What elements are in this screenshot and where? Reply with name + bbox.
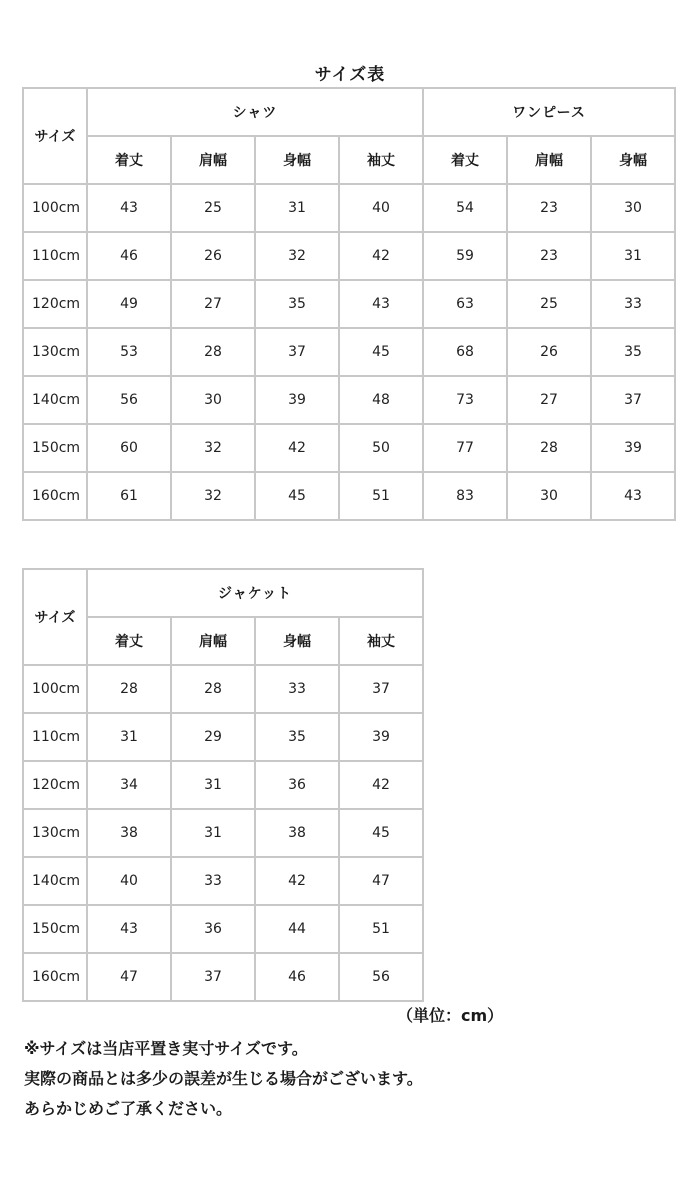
table-row: [23, 665, 423, 713]
table-cell: 42: [339, 232, 423, 280]
size-header: サイズ: [23, 569, 87, 665]
table-cell: 45: [339, 328, 423, 376]
table-cell: 68: [423, 328, 507, 376]
table-cell: 53: [87, 328, 171, 376]
table-cell: 26: [507, 328, 591, 376]
table-row: [23, 953, 423, 1001]
table-cell: 61: [87, 472, 171, 520]
table-cell: 31: [171, 809, 255, 857]
size-table-jacket-body: [23, 569, 423, 1001]
note-line: 実際の商品とは多少の誤差が生じる場合がございます。: [24, 1069, 423, 1088]
table-cell: 51: [339, 905, 423, 953]
table-cell: 43: [87, 184, 171, 232]
table-cell: 43: [339, 280, 423, 328]
table-cell: 39: [339, 713, 423, 761]
column-header: 身幅: [591, 136, 675, 184]
table-cell: 47: [339, 857, 423, 905]
column-header: 肩幅: [507, 136, 591, 184]
table-row: [23, 472, 675, 520]
table-cell: 46: [255, 953, 339, 1001]
unit-label: （単位：cm）: [397, 1006, 504, 1025]
table-cell: 32: [171, 424, 255, 472]
table-cell: 40: [339, 184, 423, 232]
table-cell: 42: [339, 761, 423, 809]
group-header-onepiece: ワンピース: [423, 88, 675, 136]
table-cell: 50: [339, 424, 423, 472]
table-cell: 37: [171, 953, 255, 1001]
table-cell: 30: [591, 184, 675, 232]
table-cell: 23: [507, 184, 591, 232]
column-header: 肩幅: [171, 136, 255, 184]
table-cell: 39: [591, 424, 675, 472]
table-cell: 31: [255, 184, 339, 232]
size-label: 160cm: [23, 472, 87, 520]
page-title: サイズ表: [314, 65, 386, 85]
table-row: [23, 761, 423, 809]
size-label: 110cm: [23, 232, 87, 280]
table-row: [23, 809, 423, 857]
table-cell: 37: [255, 328, 339, 376]
size-table-jacket: [22, 568, 424, 1002]
table-cell: 28: [507, 424, 591, 472]
table-row: [23, 184, 675, 232]
size-label: 120cm: [23, 761, 87, 809]
table-cell: 47: [87, 953, 171, 1001]
column-header: 着丈: [423, 136, 507, 184]
table-cell: 36: [255, 761, 339, 809]
table-cell: 43: [591, 472, 675, 520]
table-cell: 45: [255, 472, 339, 520]
column-header: 身幅: [255, 617, 339, 665]
size-table-shirt-onepiece: [22, 87, 676, 521]
table-cell: 56: [339, 953, 423, 1001]
size-label: 130cm: [23, 328, 87, 376]
table-cell: 39: [255, 376, 339, 424]
table-cell: 35: [255, 280, 339, 328]
table-cell: 37: [591, 376, 675, 424]
column-header: 身幅: [255, 136, 339, 184]
table-cell: 27: [507, 376, 591, 424]
table-cell: 42: [255, 857, 339, 905]
table-cell: 33: [591, 280, 675, 328]
table-row: [23, 280, 675, 328]
table-cell: 60: [87, 424, 171, 472]
column-header: 肩幅: [171, 617, 255, 665]
group-header-jacket: ジャケット: [87, 569, 423, 617]
table-cell: 45: [339, 809, 423, 857]
table-cell: 25: [171, 184, 255, 232]
table-row: [23, 328, 675, 376]
size-table-shirt-onepiece-body: [23, 88, 675, 520]
table-cell: 51: [339, 472, 423, 520]
table-cell: 44: [255, 905, 339, 953]
size-label: 150cm: [23, 424, 87, 472]
table-cell: 63: [423, 280, 507, 328]
table-row: [23, 376, 675, 424]
table-cell: 37: [339, 665, 423, 713]
table-cell: 38: [87, 809, 171, 857]
table-cell: 43: [87, 905, 171, 953]
size-label: 140cm: [23, 857, 87, 905]
group-header-shirt: シャツ: [87, 88, 423, 136]
table-cell: 31: [591, 232, 675, 280]
table-row: [23, 713, 423, 761]
table-cell: 35: [591, 328, 675, 376]
table-cell: 46: [87, 232, 171, 280]
size-label: 120cm: [23, 280, 87, 328]
table-cell: 33: [171, 857, 255, 905]
table-cell: 35: [255, 713, 339, 761]
table-cell: 30: [171, 376, 255, 424]
size-label: 100cm: [23, 184, 87, 232]
note-line: ※サイズは当店平置き実寸サイズです。: [24, 1039, 308, 1058]
table-cell: 59: [423, 232, 507, 280]
table-cell: 40: [87, 857, 171, 905]
table-cell: 25: [507, 280, 591, 328]
column-header: 着丈: [87, 617, 171, 665]
size-label: 130cm: [23, 809, 87, 857]
table-cell: 77: [423, 424, 507, 472]
table-cell: 54: [423, 184, 507, 232]
column-header: 袖丈: [339, 136, 423, 184]
table-cell: 27: [171, 280, 255, 328]
table-cell: 28: [87, 665, 171, 713]
table-row: [23, 232, 675, 280]
table-cell: 73: [423, 376, 507, 424]
size-label: 110cm: [23, 713, 87, 761]
table-row: [23, 857, 423, 905]
table-row: [23, 905, 423, 953]
table-cell: 26: [171, 232, 255, 280]
table-cell: 33: [255, 665, 339, 713]
table-cell: 56: [87, 376, 171, 424]
table-cell: 38: [255, 809, 339, 857]
table-cell: 28: [171, 665, 255, 713]
table-cell: 32: [255, 232, 339, 280]
note-line: あらかじめご了承ください。: [24, 1099, 233, 1118]
table-cell: 49: [87, 280, 171, 328]
size-label: 160cm: [23, 953, 87, 1001]
table-row: [23, 424, 675, 472]
size-label: 100cm: [23, 665, 87, 713]
column-header: 袖丈: [339, 617, 423, 665]
table-cell: 42: [255, 424, 339, 472]
size-label: 140cm: [23, 376, 87, 424]
table-cell: 28: [171, 328, 255, 376]
table-cell: 31: [87, 713, 171, 761]
column-header: 着丈: [87, 136, 171, 184]
table-cell: 23: [507, 232, 591, 280]
table-cell: 83: [423, 472, 507, 520]
table-cell: 29: [171, 713, 255, 761]
table-cell: 30: [507, 472, 591, 520]
table-cell: 32: [171, 472, 255, 520]
size-label: 150cm: [23, 905, 87, 953]
table-cell: 31: [171, 761, 255, 809]
table-cell: 36: [171, 905, 255, 953]
table-cell: 48: [339, 376, 423, 424]
size-header: サイズ: [23, 88, 87, 184]
table-cell: 34: [87, 761, 171, 809]
